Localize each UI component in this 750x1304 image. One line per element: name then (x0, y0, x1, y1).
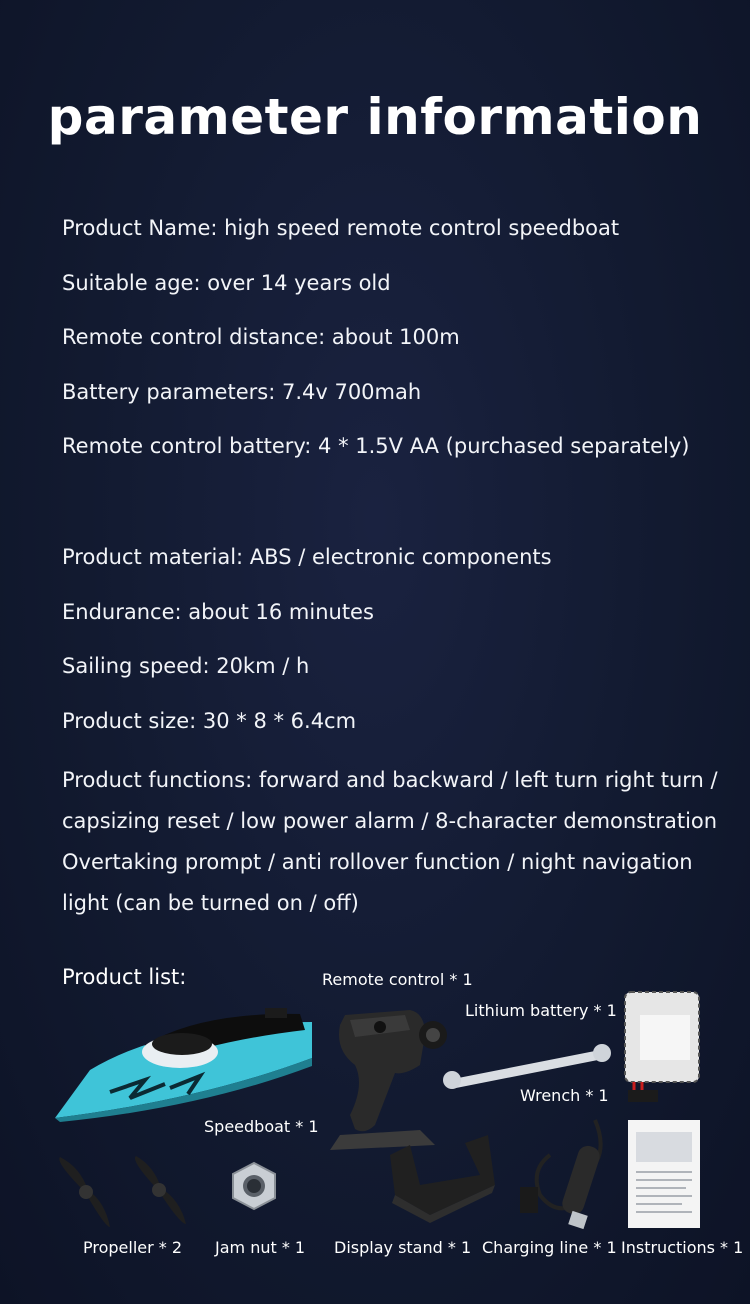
charging-line-image (515, 1115, 615, 1235)
param-material: Product material: ABS / electronic components (62, 545, 552, 569)
param-product-name: Product Name: high speed remote control speedboat (62, 216, 620, 240)
param-suitable-age: Suitable age: over 14 years old (62, 271, 391, 295)
jam-nut-image (228, 1160, 280, 1212)
display-stand-label: Display stand * 1 (334, 1238, 472, 1257)
propeller-image (50, 1152, 195, 1232)
page-title: parameter information (47, 88, 703, 146)
instructions-image (626, 1118, 702, 1230)
product-list-label: Product list: (62, 965, 187, 989)
propeller-label: Propeller * 2 (83, 1238, 183, 1257)
display-stand-image (380, 1125, 500, 1225)
speedboat-image (50, 1000, 320, 1125)
param-speed: Sailing speed: 20km / h (62, 654, 310, 678)
param-endurance: Endurance: about 16 minutes (62, 600, 374, 624)
wrench-label: Wrench * 1 (520, 1086, 609, 1105)
functions-line-1: Product functions: forward and backward / left turn right turn / (62, 768, 718, 792)
speedboat-label: Speedboat * 1 (204, 1117, 319, 1136)
lithium-battery-image (620, 990, 702, 1105)
instructions-label: Instructions * 1 (621, 1238, 744, 1257)
param-battery: Battery parameters: 7.4v 700mah (62, 380, 422, 404)
param-size: Product size: 30 * 8 * 6.4cm (62, 709, 357, 733)
param-functions (62, 760, 732, 924)
param-remote-battery: Remote control battery: 4 * 1.5V AA (purchased separately) (62, 434, 690, 458)
param-remote-distance: Remote control distance: about 100m (62, 325, 460, 349)
charging-line-label: Charging line * 1 (482, 1238, 617, 1257)
battery-label: Lithium battery * 1 (465, 1001, 617, 1020)
functions-line-4: light (can be turned on / off) (62, 891, 359, 915)
functions-line-3: Overtaking prompt / anti rollover function / night navigation (62, 850, 693, 874)
jam-nut-label: Jam nut * 1 (215, 1238, 306, 1257)
functions-line-2: capsizing reset / low power alarm / 8-character demonstration (62, 809, 718, 833)
remote-label: Remote control * 1 (322, 970, 473, 989)
wrench-image (440, 1040, 615, 1090)
